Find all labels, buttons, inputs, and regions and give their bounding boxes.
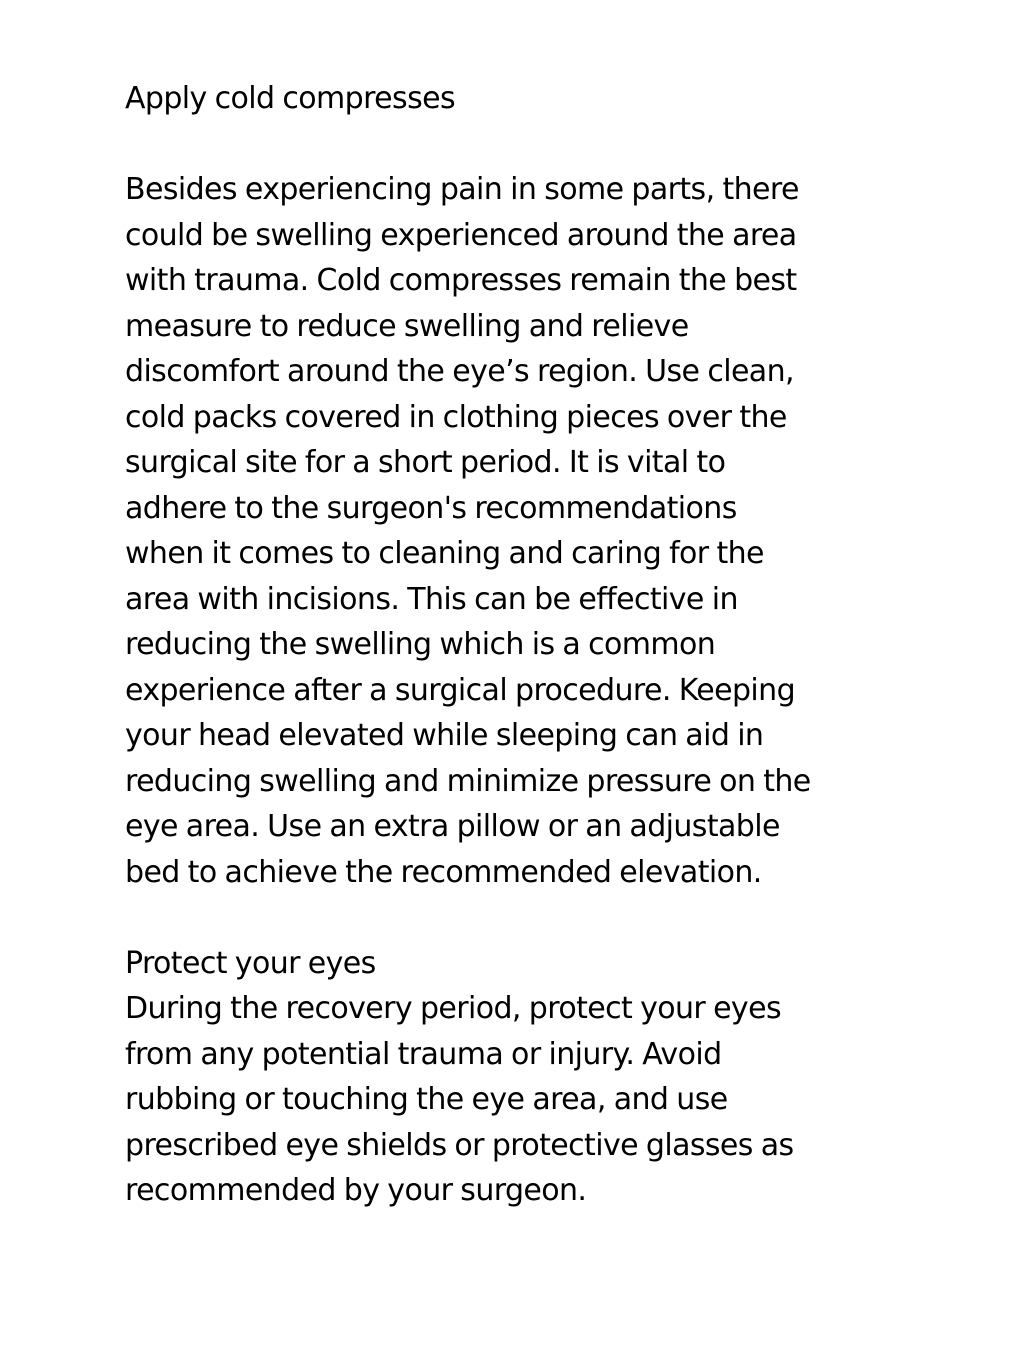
paragraph-line: During the recovery period, protect your eyes (125, 991, 781, 1026)
paragraph-line: your head elevated while sleeping can aid in (125, 718, 764, 753)
paragraph-line: bed to achieve the recommended elevation. (125, 854, 762, 890)
paragraph-line: adhere to the surgeon's recommendations (125, 490, 737, 526)
section-heading-cold-compresses: Apply cold compresses (125, 81, 455, 116)
blank-line (125, 122, 885, 168)
paragraph-line: eye area. Use an extra pillow or an adjustable (125, 809, 780, 844)
paragraph-line: when it comes to cleaning and caring for the (125, 536, 764, 571)
document-page (125, 76, 885, 1214)
paragraph-line: area with incisions. This can be effective in (125, 581, 738, 617)
paragraph-line: Besides experiencing pain in some parts, there (125, 172, 799, 207)
blank-line (125, 895, 885, 941)
paragraph-line: cold packs covered in clothing pieces over the (125, 399, 787, 435)
paragraph-line: from any potential trauma or injury. Avoid (125, 1036, 722, 1072)
paragraph-line: reducing the swelling which is a common (125, 627, 716, 662)
paragraph-line: experience after a surgical procedure. Keeping (125, 672, 796, 708)
paragraph-line: discomfort around the eye’s region. Use clean, (125, 354, 794, 389)
paragraph-line: prescribed eye shields or protective glasses as (125, 1127, 794, 1163)
paragraph-line: could be swelling experienced around the area (125, 217, 797, 253)
paragraph-protect-eyes (125, 986, 885, 1214)
paragraph-line: with trauma. Cold compresses remain the best (125, 263, 797, 298)
section-heading-protect-eyes: Protect your eyes (125, 945, 376, 981)
paragraph-line: recommended by your surgeon. (125, 1173, 587, 1208)
paragraph-line: measure to reduce swelling and relieve (125, 308, 689, 344)
paragraph-line: surgical site for a short period. It is vital to (125, 445, 726, 480)
paragraph-cold-compresses (125, 167, 885, 895)
paragraph-line: rubbing or touching the eye area, and use (125, 1082, 728, 1117)
paragraph-line: reducing swelling and minimize pressure on the (125, 763, 811, 799)
